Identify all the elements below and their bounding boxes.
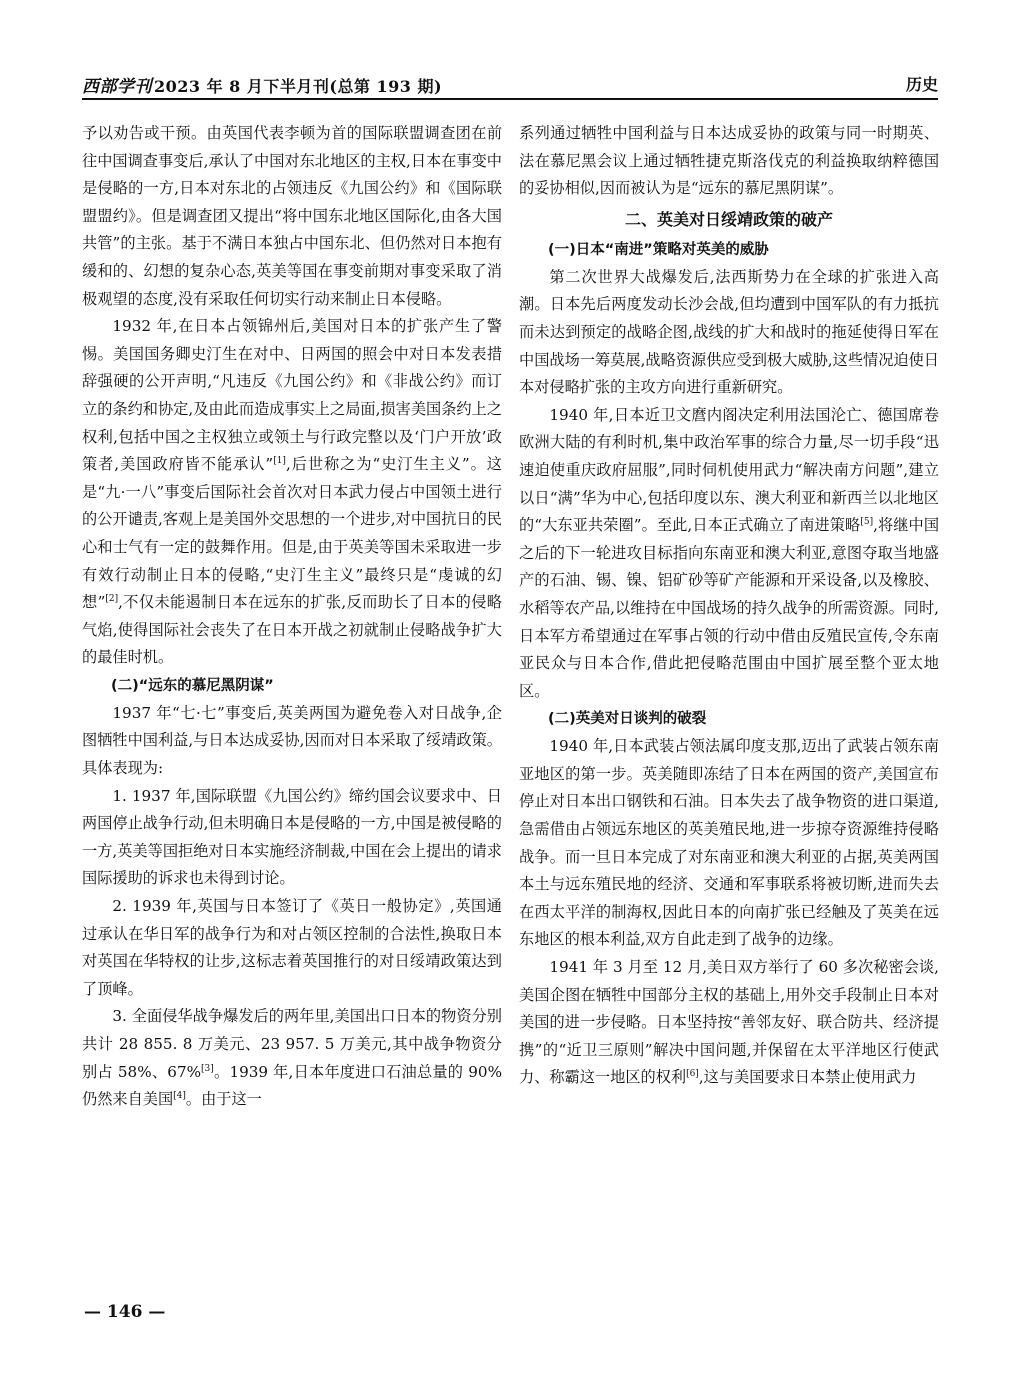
right-column <box>519 120 939 1092</box>
paragraph-text: 1937 年“七·七”事变后,英美两国为避免卷入对日战争,企图牺牲中国利益,与日本达成妥协,因而对日本采取了绥靖政策。具体表现为: <box>82 703 502 778</box>
paragraph-text: 系列通过牺牲中国利益与日本达成妥协的政策与同一时期英、法在慕尼黑会议上通过牺牲捷克斯洛伐克的利益换取纳粹德国的妥协相似,因而被认为是“远东的慕尼黑阴谋”。 <box>519 124 939 198</box>
paragraph-text: 。由于这一 <box>185 1090 262 1109</box>
paragraph-text: 3. 全面侵华战争爆发后的两年里,美国出口日本的物资分别共计 28 855. 8 万美元、23 957. 5 万美元,其中战争物资分别占 58%、67% <box>82 1007 502 1081</box>
paragraph-text: 1941 年 3 月至 12 月,美日双方举行了 60 多次秘密会谈,美国企图在牺牲中国部分主权的基础上,用外交手段制止日本对美国的进一步侵略。日本坚持按“善邻友好、联合防共、经济提携”的“近卫三原则”解决中国问题,并保留在太平洋地区行使武力、称霸这一地区的权利 <box>519 958 939 1087</box>
paragraph-text: (二)“远东的慕尼黑阴谋” <box>111 677 274 694</box>
paragraph <box>82 313 502 672</box>
citation-ref: [1] <box>273 456 286 467</box>
left-column <box>82 120 502 1114</box>
paragraph-text: (二)英美对日谈判的破裂 <box>548 711 707 728</box>
running-header <box>82 66 938 100</box>
citation-ref: [3] <box>201 1063 214 1074</box>
paragraph-text: 2. 1939 年,英国与日本签订了《英日一般协定》,英国通过承认在华日军的战争行为和对占领区控制的合法性,换取日本对英国在华特权的让步,这标志着英国推行的对日绥靖政策达到了顶峰。 <box>82 897 502 998</box>
paragraph <box>82 120 502 313</box>
paragraph-text: 予以劝告或干预。由英国代表李顿为首的国际联盟调查团在前往中国调查事变后,承认了中国对东北地区的主权,日本在事变中是侵略的一方,日本对东北的占领违反《九国公约》和《国际联盟盟约》。但是调查团又提出“将中国东北地区国际化,由各大国共管”的主张。基于不满日本独占中国东北、但仍然对日本抱有缓和的、幻想的复杂心态,英美等国在事变前期对事变采取了消极观望的态度,没有采取任何切实行动来制止日本侵略。 <box>82 124 502 308</box>
subsection-heading <box>82 672 502 700</box>
paragraph-text: 二、英美对日绥靖政策的破产 <box>624 209 833 229</box>
paragraph-text: 1. 1937 年,国际联盟《九国公约》缔约国会议要求中、日两国停止战争行动,但未明确日本是侵略的一方,中国是被侵略的一方,英美等国拒绝对日本实施经济制裁,中国在会上提出的请求国际援助的诉求也未得到讨论。 <box>82 786 502 888</box>
issue-label: 2023 年 8 月下半月刊(总第 193 期) <box>154 77 443 96</box>
paragraph-text: ,不仅未能遏制日本在远东的扩张,反而助长了日本的侵略气焰,使得国际社会丧失了在日本开战之初就制止侵略战争扩大的最佳时机。 <box>82 593 502 667</box>
paragraph <box>519 402 939 706</box>
subsection-heading <box>519 236 939 264</box>
paragraph-text: 1940 年,日本武装占领法属印度支那,迈出了武装占领东南亚地区的第一步。英美随即冻结了日本在两国的资产,美国宣布停止对日本出口钢铁和石油。日本失去了战争物资的进口渠道,急需借由占领远东地区的英美殖民地,进一步掠夺资源维持侵略战争。而一旦日本完成了对东南亚和澳大利亚的占据,英美两国本土与远东殖民地的经济、交通和军事联系将被切断,进而失去在西太平洋的制海权,因此日本的向南扩张已经触及了英美在远东地区的根本利益,双方自此走到了战争的边缘。 <box>519 737 939 949</box>
citation-ref: [6] <box>686 1069 699 1080</box>
citation-ref: [2] <box>105 594 119 605</box>
paragraph-text: 1940 年,日本近卫文麿内阁决定利用法国沦亡、德国席卷欧洲大陆的有利时机,集中政治军事的综合力量,尽一切手段“迅速迫使重庆政府屈服”,同时伺机使用武力“解决南方问题”,建立以日“满”华为中心,包括印度以东、澳大利亚和新西兰以北地区的“大东亚共荣圈”。至此,日本正式确立了南进策略 <box>519 405 939 535</box>
paragraph-text: 1932 年,在日本占领锦州后,美国对日本的扩张产生了警惕。美国国务卿史汀生在对中、日两国的照会中对日本发表措辞强硬的公开声明,“凡违反《九国公约》和《非战公约》而订立的条约和协定,及由此而造成事实上之局面,损害美国条约上之权利,包括中国之主权独立或领土与行政完整以及‘门户开放’政策者,美国政府皆不能承认” <box>82 317 502 474</box>
journal-logo: 西部学刊 <box>82 77 152 97</box>
citation-ref: [5] <box>860 517 874 528</box>
paragraph-text: ,将继中国之后的下一轮进攻目标指向东南亚和澳大利亚,意图夺取当地盛产的石油、锡、镍、铝矿砂等矿产能源和开采设备,以及橡胶、水稻等农产品,以维持在中国战场的持久战争的所需资源。同时,日本军方希望通过在军事占领的行动中借由反殖民宣传,令东南亚民众与日本合作,借此把侵略范围由中国扩展至整个亚太地区。 <box>519 516 940 700</box>
paragraph <box>82 1003 502 1113</box>
citation-ref: [4] <box>173 1091 186 1102</box>
paragraph <box>519 954 939 1092</box>
section-label: 历史 <box>905 75 938 94</box>
paragraph-text: 第二次世界大战爆发后,法西斯势力在全球的扩张进入高潮。日本先后两度发动长沙会战,但均遭到中国军队的有力抵抗而未达到预定的战略企图,战线的扩大和战时的拖延使得日军在中国战场一筹莫展,战略资源供应受到极大威胁,这些情况迫使日本对侵略扩张的主攻方向进行重新研究。 <box>519 267 939 397</box>
paragraph-text: ,这与美国要求日本禁止使用武力 <box>698 1068 917 1087</box>
paragraph-text: 。1939 年,日本年度进口石油总量的 90%仍然来自美国 <box>82 1062 503 1109</box>
subsection-heading <box>519 705 939 733</box>
paragraph-text: ,后世称之为“史汀生主义”。这是“九·一八”事变后国际社会首次对日本武力侵占中国领土进行的公开谴责,客观上是美国外交思想的一个进步,对中国抗日的民心和士气有一定的鼓舞作用。但是,由于英美等国未采取进一步有效行动制止日本的侵略,“史汀生主义”最终只是“虔诚的幻想” <box>82 455 502 612</box>
paragraph <box>519 120 939 203</box>
paragraph <box>82 783 502 893</box>
page-number: — 146 — <box>84 1302 166 1322</box>
section-heading <box>519 205 939 234</box>
paragraph <box>82 893 502 1003</box>
paragraph <box>519 264 939 402</box>
paragraph <box>519 733 939 954</box>
journal-issue <box>82 72 442 97</box>
paragraph-text: (一)日本“南进”策略对英美的威胁 <box>548 241 769 258</box>
paragraph <box>82 700 502 783</box>
